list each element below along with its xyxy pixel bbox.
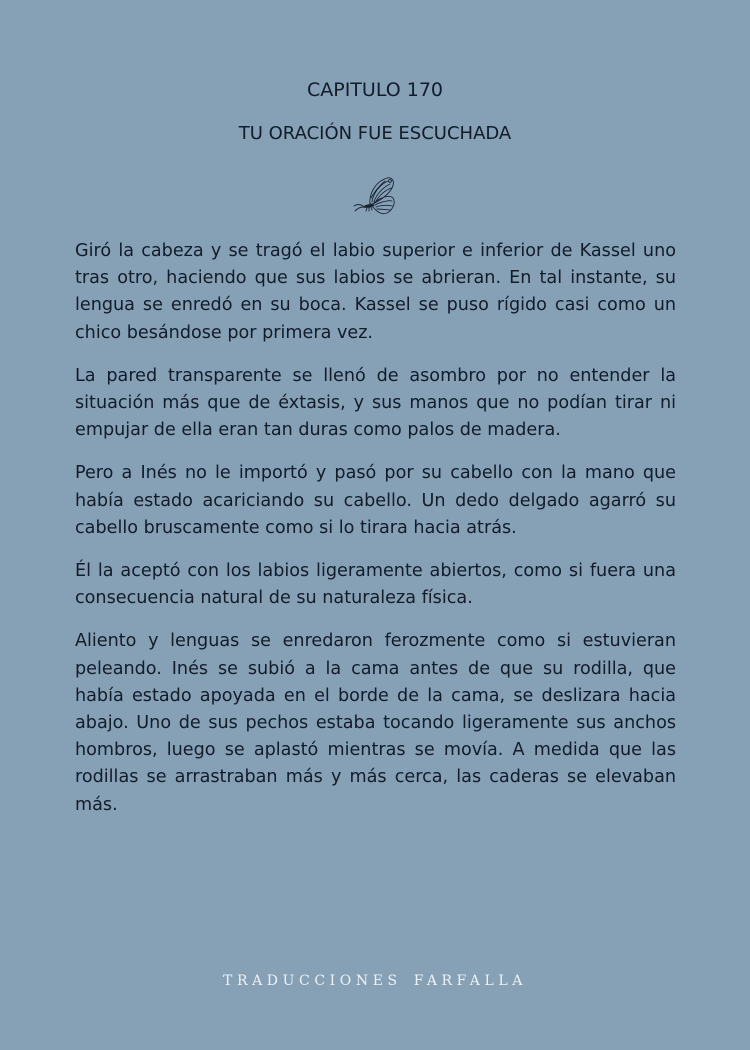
- chapter-number: CAPITULO 170: [306, 79, 443, 101]
- chapter-title: TU ORACIÓN FUE ESCUCHADA: [238, 123, 512, 144]
- butterfly-icon: [351, 174, 397, 216]
- footer-credit: [0, 973, 750, 989]
- paragraph: Él la aceptó con los labios ligeramente abiertos, como si fuera una consecuencia natural de su naturaleza física.: [75, 561, 676, 609]
- paragraph: Pero a Inés no le importó y pasó por su cabello con la mano que había estado acariciando su cabello. Un dedo delgado agarró su cabello bruscamente como si lo tirara hacia atrás.: [75, 463, 676, 538]
- chapter-body: [75, 238, 676, 835]
- paragraph: La pared transparente se llenó de asombro por no entender la situación más que de éxtasis, y sus manos que no podían tirar ni empujar de ella eran tan duras como palos de madera.: [75, 365, 676, 441]
- footer-word-traducciones: TRADUCCIONES: [223, 973, 402, 989]
- paragraph: Aliento y lenguas se enredaron ferozmente como si estuvieran peleando. Inés se subió a la cama antes de que su rodilla, que había estado apoyada en el borde de la cama, se deslizara hacia abajo. Uno de sus pechos estaba tocando ligeramente sus anchos hombros, luego se aplastó mientras se movía. A medida que las rodillas se arrastraban más y más cerca, las caderas se elevaban más.: [75, 631, 676, 815]
- paragraph: Giró la cabeza y se tragó el labio superior e inferior de Kassel uno tras otro, haciendo que sus labios se abrieran. En tal instante, su lengua se enredó en su boca. Kassel se puso rígido casi como un chico besándose por primera vez.: [75, 241, 676, 343]
- footer-word-farfalla: FARFALLA: [413, 973, 527, 989]
